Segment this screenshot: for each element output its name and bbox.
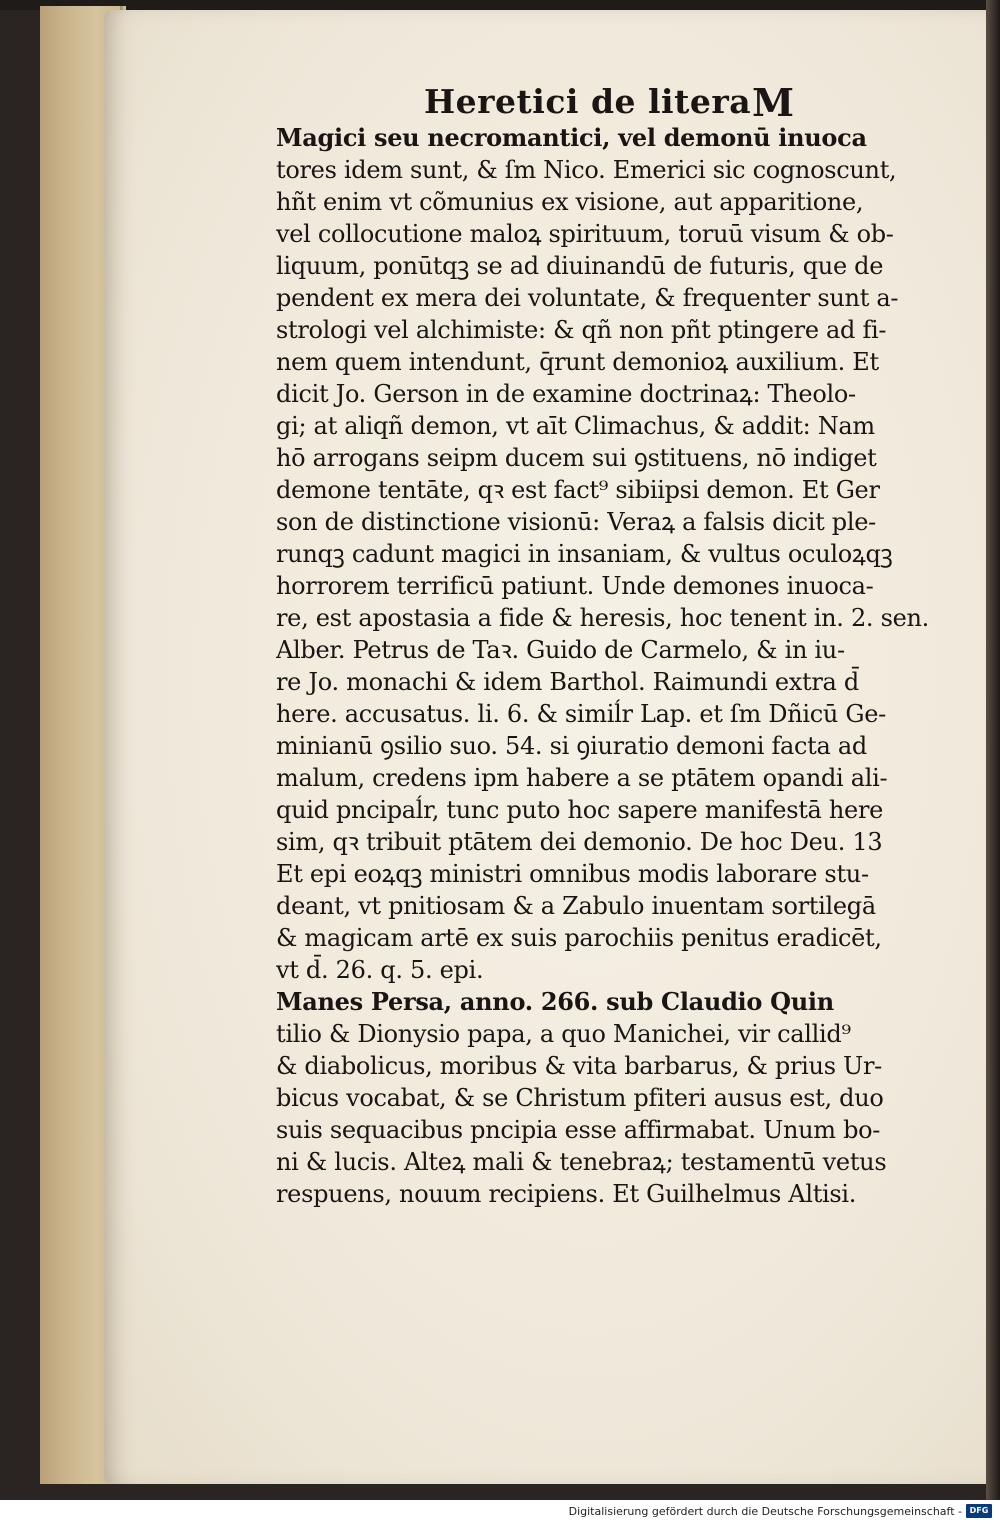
dfg-logo: DFG [966,1504,992,1518]
text-line: gi; at aliqñ demon, vt aīt Climachus, & addit: Nam [276,412,875,440]
text-line: malum, credens ipm habere a se ptātem opandi ali- [276,764,888,792]
text-line: tilio & Dionysio papa, a quo Manichei, vir callid⁹ [276,1020,851,1048]
text-line: bicus vocabat, & se Christum pfiteri ausus est, duo [276,1084,884,1112]
text-line: nem quem intendunt, q̄runt demonioꝝ auxilium. Et [276,348,879,376]
text-block [276,122,976,1210]
text-line: quid pncipaĺr, tunc puto hoc sapere manifestā here [276,796,884,824]
text-line: dicit Jo. Gerson in de examine doctrinaꝝ: Theolo- [276,380,856,408]
text-line: re, est apostasia a fide & heresis, hoc tenent in. 2. sen. [276,604,929,632]
text-line: Magici seu necromantici, vel demonū inuoca [276,123,867,152]
text-line: horrorem terrificū patiunt. Unde demones inuoca- [276,572,874,600]
text-line: pendent ex mera dei voluntate, & frequenter sunt a- [276,284,899,312]
text-line: strologi vel alchimiste: & qñ non pñt ptingere ad fi- [276,316,887,344]
text-line: son de distinctione visionū: Veraꝝ a falsis dicit ple- [276,508,876,536]
text-line: hñt enim vt cõmunius ex visione, aut apparitione, [276,188,864,216]
text-line: minianū ꝯsilio suo. 54. si ꝯiuratio demoni facta ad [276,732,867,760]
footer-credit: Digitalisierung gefördert durch die Deutsche Forschungsgemeinschaft - [568,1505,962,1518]
text-line: liquum, ponūtqꝫ se ad diuinandū de futuris, que de [276,252,884,280]
text-line: ni & lucis. Alteꝝ mali & tenebraꝝ; testamentū vetus [276,1148,887,1176]
text-line: deant, vt pnitiosam & a Zabulo inuentam sortilegā [276,892,876,920]
text-line: Manes Persa, anno. 266. sub Claudio Quin [276,987,834,1016]
text-line: vt d̄. 26. q. 5. epi. [276,956,484,984]
text-line: respuens, nouum recipiens. Et Guilhelmus Altisi. [276,1180,857,1208]
scan-top-border [0,0,1000,10]
text-line: & magicam artē ex suis parochiis penitus eradicēt, [276,924,882,952]
text-line: hō arrogans seipm ducem sui ꝯstituens, nō indiget [276,444,877,472]
text-line: Et epi eoꝝqꝫ ministri omnibus modis laborare stu- [276,860,869,888]
running-head: Heretici de litera [424,82,752,121]
scan-right-border [986,0,1000,1500]
text-line: sim, qꝛ tribuit ptātem dei demonio. De hoc Deu. 13 [276,828,883,856]
text-line: re Jo. monachi & idem Barthol. Raimundi extra d̄ [276,668,859,696]
footer-bar [0,1500,1000,1524]
text-line: suis sequacibus pncipia esse affirmabat. Unum bo- [276,1116,881,1144]
text-line: & diabolicus, moribus & vita barbarus, & prius Ur- [276,1052,882,1080]
text-line: here. accusatus. li. 6. & simiĺr Lap. et ſm Dñicū Ge- [276,700,886,728]
text-line: demone tentāte, qꝛ est fact⁹ sibiipsi demon. Et Ger [276,476,880,504]
text-line: tores idem sunt, & ſm Nico. Emerici sic cognoscunt, [276,156,897,184]
text-line: Alber. Petrus de Taꝛ. Guido de Carmelo, & in iu- [276,636,845,664]
text-line: runqꝫ cadunt magici in insaniam, & vultus oculoꝝqꝫ [276,540,893,568]
text-line: vel collocutione maloꝝ spirituum, toruū visum & ob- [276,220,894,248]
signature-mark: M [752,80,795,125]
